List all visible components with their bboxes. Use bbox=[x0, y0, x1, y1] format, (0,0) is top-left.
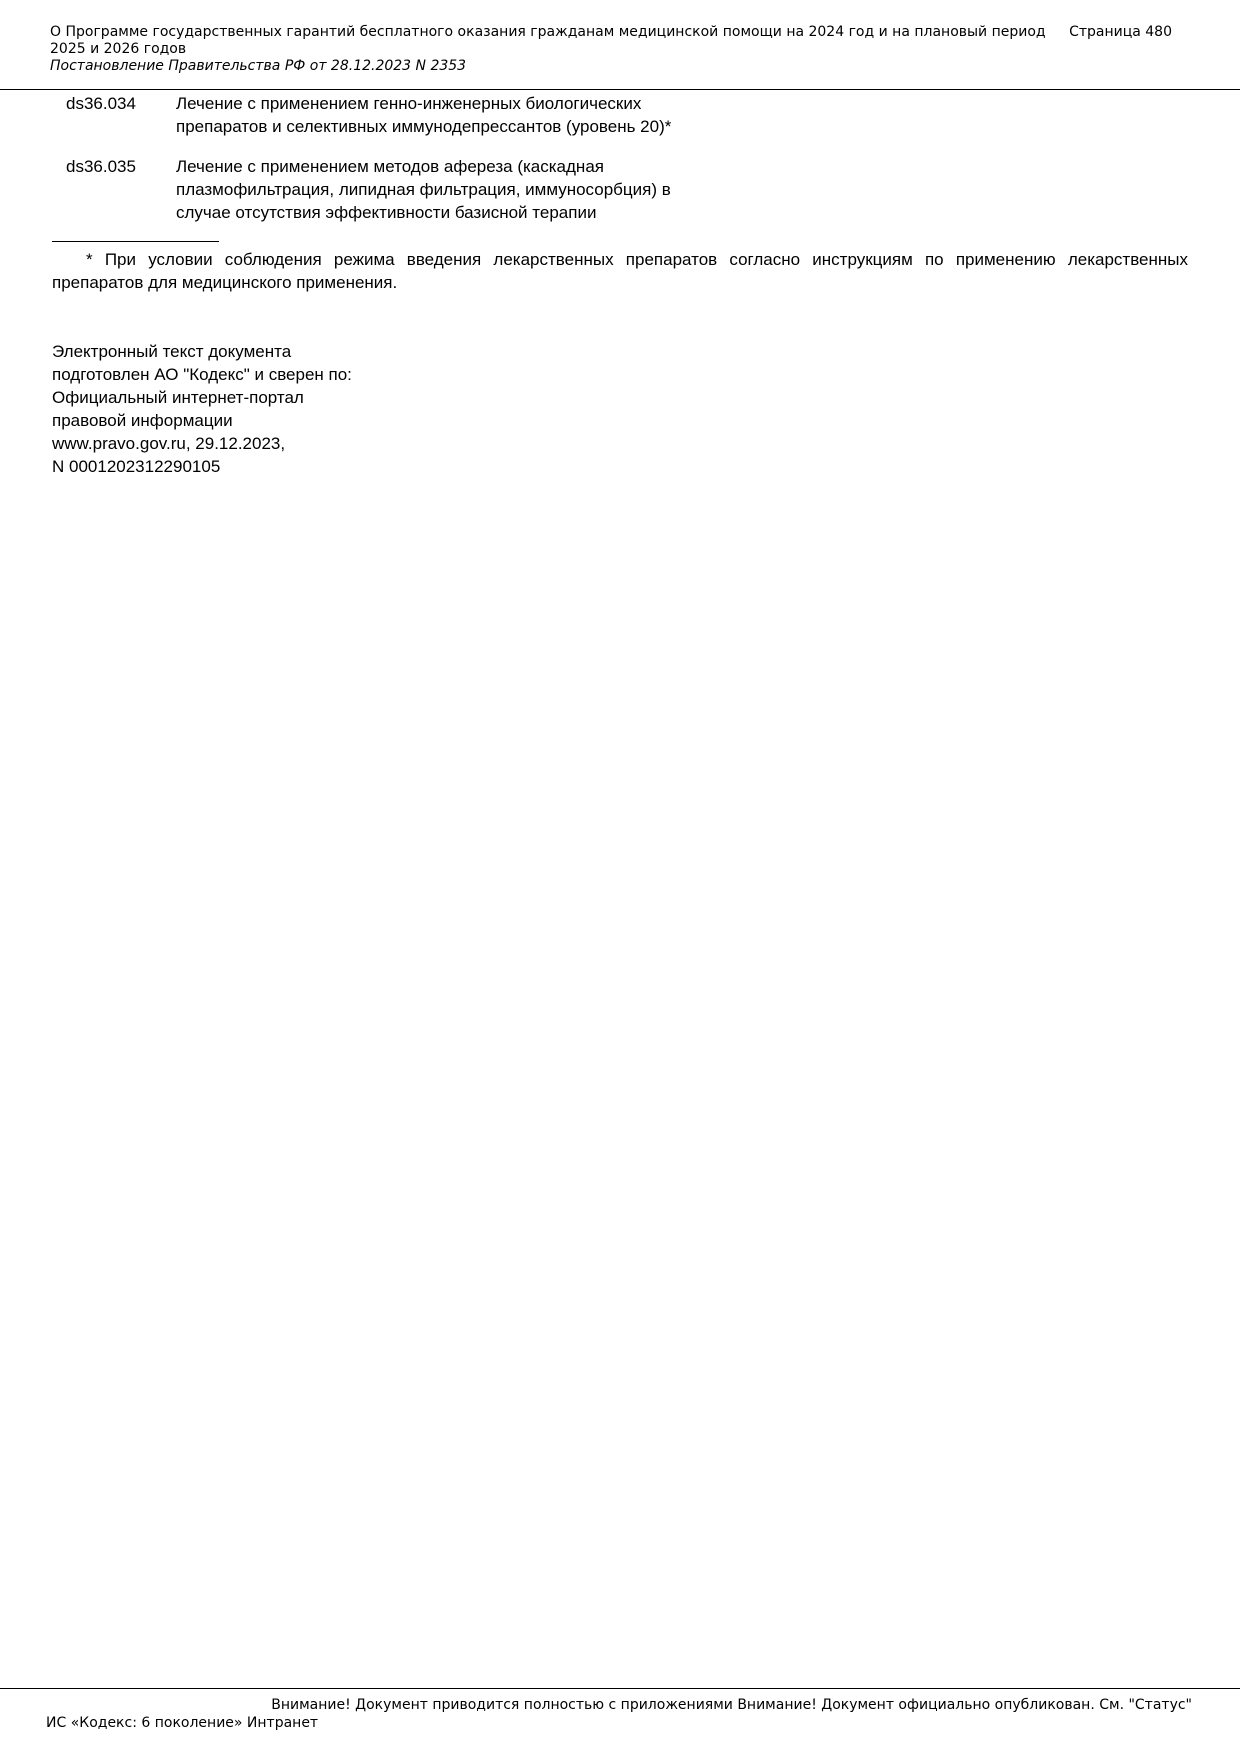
row-description-line: плазмофильтрация, липидная фильтрация, иммуносорбция) в bbox=[176, 180, 671, 199]
footer-system-label: ИС «Кодекс: 6 поколение» Интранет bbox=[46, 1715, 319, 1731]
footer-notice: Внимание! Документ приводится полностью с приложениями Внимание! Документ официально опубликован. См. "Статус" bbox=[271, 1697, 1192, 1713]
source-line: подготовлен АО "Кодекс" и сверен по: bbox=[52, 365, 352, 384]
document-body bbox=[52, 92, 1188, 478]
source-line: Официальный интернет-портал bbox=[52, 388, 304, 407]
row-code: ds36.035 bbox=[66, 157, 136, 176]
row-description bbox=[176, 155, 736, 224]
page-footer bbox=[46, 1696, 1196, 1732]
footnote-divider bbox=[52, 241, 219, 242]
row-code: ds36.034 bbox=[66, 94, 136, 113]
footer-divider bbox=[0, 1688, 1240, 1689]
table-row bbox=[52, 92, 1188, 138]
page-number: Страница 480 bbox=[1069, 24, 1172, 40]
page-header bbox=[50, 24, 1180, 75]
table-row bbox=[52, 155, 1188, 224]
row-description-line: Лечение с применением генно-инженерных биологических bbox=[176, 94, 642, 113]
row-description-line: Лечение с применением методов афереза (каскадная bbox=[176, 157, 604, 176]
document-subtitle: Постановление Правительства РФ от 28.12.2023 N 2353 bbox=[50, 58, 467, 74]
document-title: О Программе государственных гарантий бесплатного оказания гражданам медицинской помощи на 2024 год и на плановый период 2025 и 2026 годов bbox=[50, 24, 1046, 57]
source-note bbox=[52, 340, 1188, 478]
source-line: правовой информации bbox=[52, 411, 233, 430]
source-line: Электронный текст документа bbox=[52, 342, 292, 361]
footnote: * При условии соблюдения режима введения лекарственных препаратов согласно инструкциям по применению лекарственных препаратов для медицинского применения. bbox=[52, 250, 1188, 292]
header-divider bbox=[0, 89, 1240, 90]
row-description-line: случае отсутствия эффективности базисной терапии bbox=[176, 203, 597, 222]
source-line: www.pravo.gov.ru, 29.12.2023, bbox=[52, 434, 286, 453]
source-line: N 0001202312290105 bbox=[52, 457, 221, 476]
row-description bbox=[176, 92, 736, 138]
row-description-line: препаратов и селективных иммунодепрессантов (уровень 20)* bbox=[176, 117, 672, 136]
